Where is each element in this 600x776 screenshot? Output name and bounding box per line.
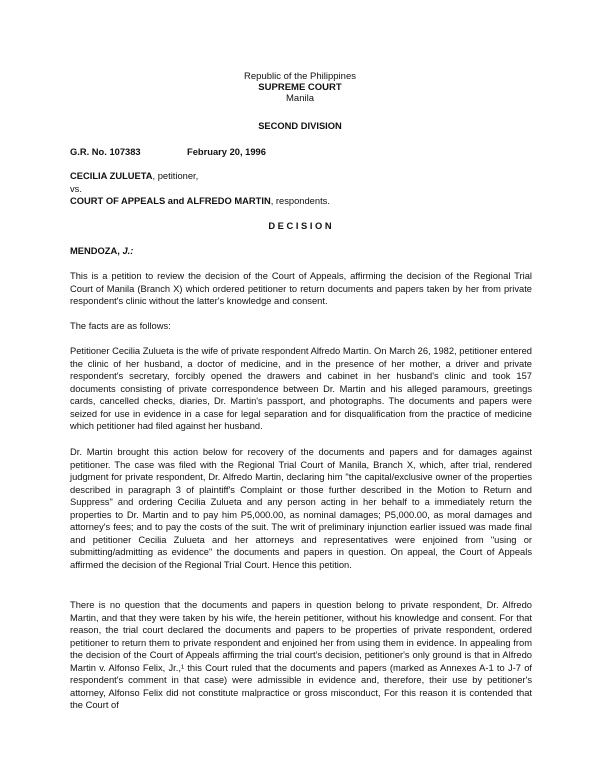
paragraph-5: There is no question that the documents and papers in question belong to private respondent, Dr. Alfredo Martin, and that they were taken by his wife, the herein petitioner, without his knowledge and consent. For that reason, the trial court declared the documents and papers to be properties of private respondent, ordered petitioner to return them to private respondent and enjoined her from using them in evidence. In appealing from the decision of the Court of Appeals affirming the trial court's decision, petitioner's only ground is that in Alfredo Martin v. Alfonso Felix, Jr.,¹ this Court ruled that the documents and papers (marked as Annexes A-1 to J-7 of respondent's comment in that case) were admissible in evidence and, therefore, their use by petitioner's attorney, Alfonso Felix did not constitute malpractice or gross misconduct, For this reason it is contended that the Court of: [70, 600, 532, 711]
header-republic: Republic of the Philippines: [244, 71, 356, 82]
respondents-name: COURT OF APPEALS and ALFREDO MARTIN: [70, 196, 271, 206]
decision-title: D E C I S I O N: [268, 221, 332, 231]
petitioner-name: CECILIA ZULUETA: [70, 171, 153, 181]
petitioner-line: [70, 170, 532, 183]
ponente-line: [70, 245, 532, 258]
paragraph-2: The facts are as follows:: [70, 321, 171, 331]
header-court: SUPREME COURT: [258, 82, 342, 93]
paragraph-4: Dr. Martin brought this action below for recovery of the documents and papers and for damages against petitioner. The case was filed with the Regional Trial Court of Manila, Branch X, which, after trial, rendered judgment for private respondent, Dr. Alfredo Martin, declaring him "the capital/exclusive owner of the properties described in paragraph 3 of plaintiff's Complaint or those further described in the Motion to Return and Suppress" and ordering Cecilia Zulueta and any person acting in her behalf to a immediately return the properties to Dr. Martin and to pay him P5,000.00, as nominal damages; P5,000.00, as moral damages and attorney's fees; and to pay the costs of the suit. The writ of preliminary injunction earlier issued was made final and petitioner Cecilia Zulueta and her attorneys and representatives were enjoined from "using or submitting/admitting as evidence" the documents and papers in question. On appeal, the Court of Appeals affirmed the decision of the Regional Trial Court. Hence this petition.: [70, 447, 532, 570]
header-city: Manila: [286, 93, 314, 104]
petitioner-role: , petitioner,: [152, 171, 199, 181]
case-number-line: [70, 146, 532, 159]
versus-text: vs.: [70, 184, 82, 194]
paragraph-3: Petitioner Cecilia Zulueta is the wife of private respondent Alfredo Martin. On March 26, 1982, petitioner entered the clinic of her husband, a doctor of medicine, and in the presence of her mother, a driver and private respondent's secretary, forcibly opened the drawers and cabinet in her husband's clinic and took 157 documents consisting of private correspondence between Dr. Martin and his alleged paramours, greetings cards, cancelled checks, diaries, Dr. Martin's passport, and photographs. The documents and papers were seized for use in evidence in a case for legal separation and for disqualification from the practice of medicine which petitioner had filed against her husband.: [70, 346, 532, 432]
division-title: SECOND DIVISION: [258, 121, 342, 131]
respondents-line: [70, 195, 532, 208]
ponente-name: MENDOZA,: [70, 246, 123, 256]
ponente-suffix: J.:: [122, 246, 134, 256]
paragraph-1: This is a petition to review the decision of the Court of Appeals, affirming the decision of the Regional Trial Court of Manila (Branch X) which ordered petitioner to return documents and papers taken by her from private respondent's clinic without the latter's knowledge and consent.: [70, 271, 532, 307]
respondents-role: , respondents.: [270, 196, 330, 206]
gr-number: G.R. No. 107383: [70, 147, 141, 157]
case-date: February 20, 1996: [187, 147, 266, 157]
